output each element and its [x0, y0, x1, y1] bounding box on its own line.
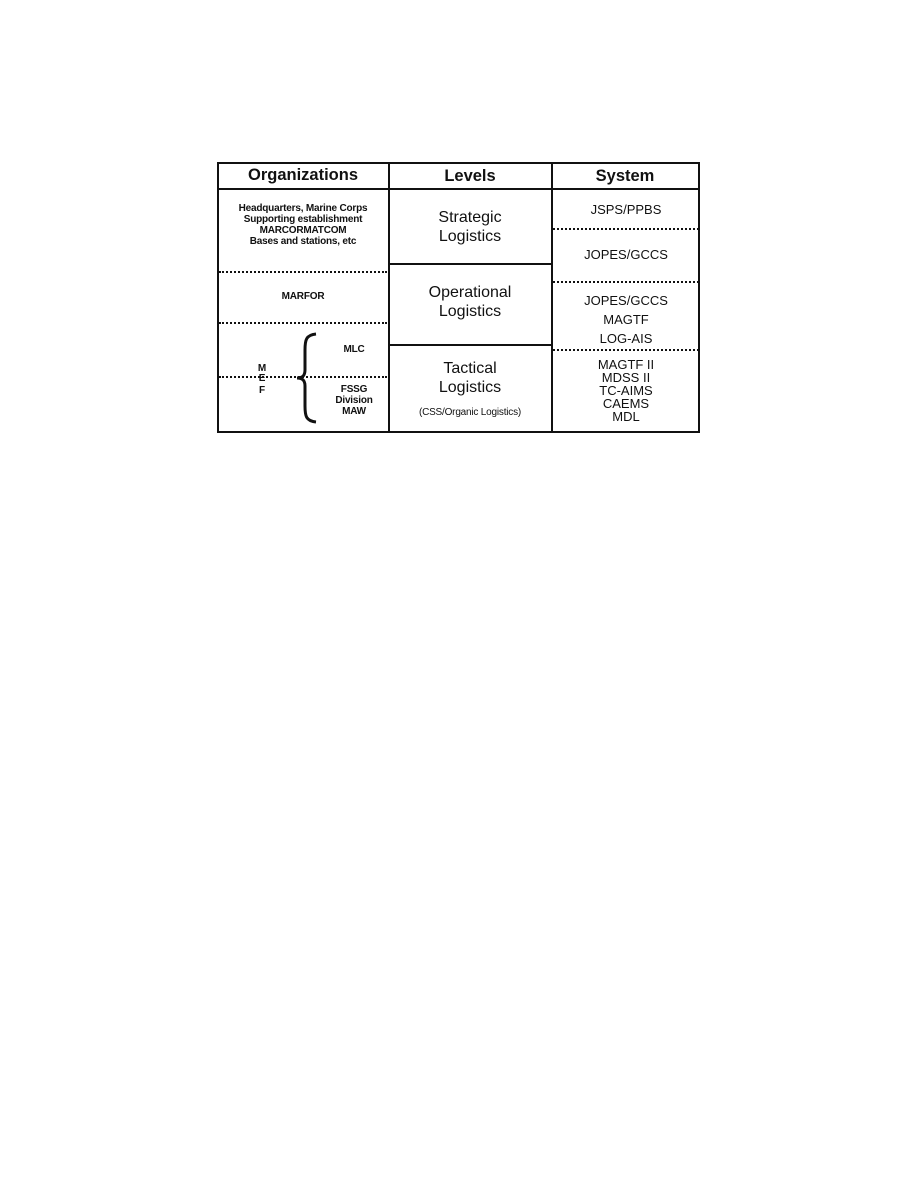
system-jopes-gccs-strategic: JOPES/GCCS — [584, 247, 668, 262]
level-tactical-line1: Tactical — [443, 360, 497, 377]
system-tc-aims: TC-AIMS — [599, 383, 653, 398]
mef-letter-m: M — [257, 363, 267, 374]
level-tactical-line2: Logistics — [438, 379, 502, 396]
mef-letter-e: E — [258, 373, 266, 384]
level-divider-1 — [389, 263, 552, 265]
level-divider-2 — [389, 344, 552, 346]
org-marfor: MARFOR — [281, 291, 325, 302]
system-log-ais: LOG-AIS — [599, 331, 653, 346]
org-marcormatcom: MARCORMATCOM — [259, 225, 347, 236]
org-bottom-block — [329, 384, 379, 417]
org-fssg: FSSG — [340, 384, 368, 395]
org-divider-2 — [219, 322, 387, 324]
curly-brace-icon — [294, 332, 320, 424]
system-jsps-ppbs: JSPS/PPBS — [590, 202, 662, 217]
system-mdss-ii: MDSS II — [601, 370, 651, 385]
level-operational — [389, 283, 551, 321]
level-operational-line1: Operational — [428, 284, 512, 301]
org-supporting-establishment: Supporting establishment — [243, 214, 363, 225]
level-strategic — [389, 208, 551, 246]
level-strategic-line2: Logistics — [438, 228, 502, 245]
org-top-block — [219, 203, 387, 247]
org-divider-1 — [219, 271, 387, 273]
system-divider-2 — [553, 281, 699, 283]
org-division: Division — [335, 395, 373, 406]
header-system: System — [595, 167, 655, 185]
org-maw: MAW — [342, 406, 366, 417]
system-divider-3 — [553, 349, 699, 351]
org-hqmc: Headquarters, Marine Corps — [238, 203, 368, 214]
level-strategic-line1: Strategic — [438, 209, 502, 226]
system-jopes-gccs-operational: JOPES/GCCS — [584, 293, 668, 308]
system-magtf: MAGTF — [603, 312, 649, 327]
system-divider-1 — [553, 228, 699, 230]
system-caems: CAEMS — [602, 396, 650, 411]
level-tactical-note: (CSS/Organic Logistics) — [418, 407, 522, 418]
header-organizations: Organizations — [247, 166, 358, 184]
system-operational-block — [553, 291, 699, 348]
org-mlc: MLC — [343, 344, 365, 355]
level-tactical — [389, 359, 551, 397]
system-tactical-block — [553, 358, 699, 423]
system-mdl: MDL — [612, 409, 640, 424]
logistics-levels-table — [217, 162, 700, 433]
mef-letter-f: F — [259, 385, 265, 396]
header-levels: Levels — [444, 167, 496, 185]
system-magtf-ii: MAGTF II — [597, 357, 655, 372]
level-operational-line2: Logistics — [438, 303, 502, 320]
org-bases-stations: Bases and stations, etc — [249, 236, 357, 247]
